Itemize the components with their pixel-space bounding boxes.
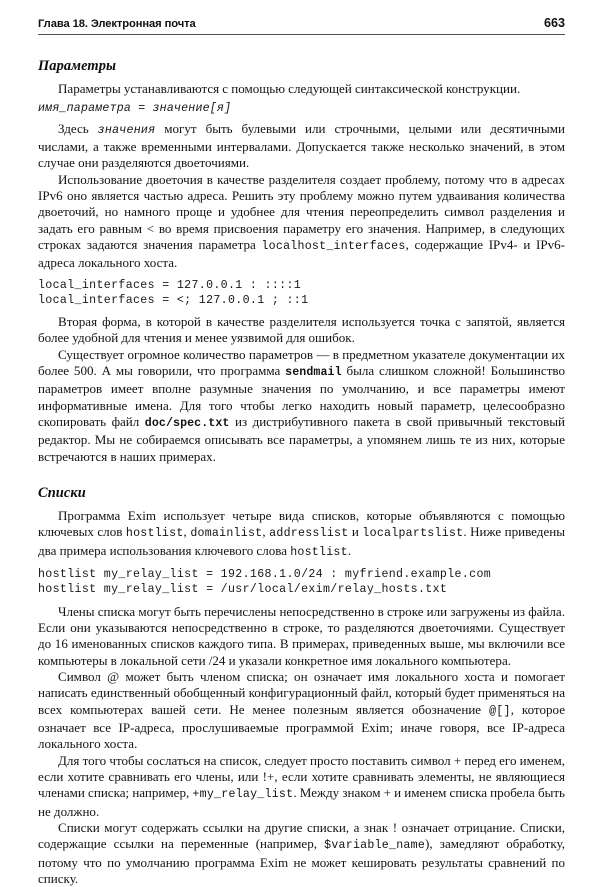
inline-code: hostlist	[290, 545, 348, 559]
body-paragraph	[38, 820, 565, 887]
code-line: имя_параметра = значение[я]	[38, 102, 232, 116]
section-heading: Параметры	[38, 58, 117, 74]
text-run: ,	[183, 524, 191, 540]
inline-code: localhost_interfaces	[261, 239, 406, 253]
inline-code: doc/spec.txt	[144, 417, 230, 431]
body-paragraph: Вторая форма, в которой в качестве разделителя используется точка с запятой, является более удобной для чтения и менее уязвимой для ошибок.	[38, 314, 565, 346]
body-paragraph: Параметры устанавливаются с помощью следующей синтаксической конструкции.	[58, 81, 521, 96]
body-paragraph	[38, 508, 565, 561]
text-run: ), замедляют обработку, потому что по умолчанию программа Exim не может кешировать результаты сравнений по списку.	[38, 836, 565, 887]
body-paragraph	[38, 121, 565, 172]
code-block	[38, 567, 565, 597]
inline-code: значения	[97, 123, 156, 137]
page-number: 663	[543, 16, 565, 30]
text-run: , содержащие IPv4- и IPv6-адреса локального хоста.	[38, 236, 566, 271]
code-line: hostlist my_relay_list = 192.168.1.0/24 : myfriend.example.com	[38, 568, 492, 582]
header-divider	[38, 34, 565, 35]
code-line: local_interfaces = <; 127.0.0.1 ; ::1	[38, 293, 309, 307]
inline-code: +my_relay_list	[192, 788, 294, 802]
inline-code: $variable_name	[324, 839, 426, 853]
text-run: была слишком сложной! Большинство параметров имеет вполне разумные значения по умолчанию, и все параметры имеют информативные имена. Для того чтобы легко находить новый параметр, целесообразно скопировать файл	[38, 363, 565, 430]
code-line: hostlist my_relay_list = /usr/local/exim/relay_hosts.txt	[38, 583, 448, 597]
inline-code: sendmail	[285, 366, 342, 380]
text-run: .	[347, 542, 352, 558]
code-block	[38, 101, 565, 116]
code-block	[38, 278, 565, 308]
inline-code: @[]	[489, 704, 511, 718]
body-paragraph	[38, 669, 565, 753]
text-run: из дистрибутивного пакета в свой привычный текстовый редактор. Мы не собираемся описывать все параметры, а упомянем лишь те из них, которые встречаются в наших примерах.	[38, 414, 565, 464]
text-run: Списки могут содержать ссылки на другие списки, а знак ! означает отрицание. Списки, содержащие ссылки на переменные (например,	[38, 820, 565, 852]
text-run: . Между знаком + и именем списка пробела быть не должно.	[38, 785, 566, 819]
text-run: Программа Exim использует четыре вида списков, которые объявляются с помощью ключевых слов	[38, 508, 565, 540]
text-run: и	[348, 524, 363, 540]
text-run: Для того чтобы сослаться на список, следует просто поставить символ + перед его именем, если хотите сравнивать его члены, или !+, если хотите сравнивать элементы, не являющиеся членами списка; например,	[38, 752, 565, 801]
inline-code: hostlist	[125, 527, 184, 541]
text-column	[38, 58, 565, 887]
text-run: , которое означает все IP-адреса, прослушиваемые программой Exim; иначе говоря, все IP-адреса локального хоста.	[38, 701, 565, 752]
chapter-title: Глава 18. Электронная почта	[38, 18, 196, 30]
running-head	[38, 16, 565, 30]
body-paragraph	[38, 347, 565, 465]
inline-code: addresslist	[269, 527, 349, 541]
code-line: local_interfaces = 127.0.0.1 : ::::1	[38, 278, 302, 292]
body-paragraph: Члены списка могут быть перечислены непосредственно в строке или загружены из файла. Если они указываются непосредственно в строке, то разделяются двоеточиями. Существует до 16 именованных списков каждого типа. В примерах, приведенных выше, мы включили все компьютеры в локальной сети /24 и указали конкретное имя локального компьютера.	[38, 603, 565, 668]
body-paragraph	[38, 753, 565, 820]
text-run: Здесь	[58, 120, 98, 136]
text-run: Использование двоеточия в качестве разделителя создает проблему, потому что в адресах IPv6 оно является частью адреса. Решить эту проблему можно путем удваивания количества двоеточий, но намного проще и удобнее для чтения переопределить символ разделения и задать его равным < во время присвоения параметру его значения. Например, в следующих строках задаются значения параметра	[38, 171, 565, 252]
text-run: могут быть булевыми или строчными, целыми или десятичными числами, а также временными интервалами. Допускается также несколько значений, в этом случае они разделяются двоеточиями.	[38, 120, 565, 171]
text-run: . Ниже приведены два примера использования ключевого слова	[38, 524, 565, 558]
inline-code: domainlist	[190, 527, 263, 541]
body-paragraph	[38, 172, 565, 272]
text-run: Существует огромное количество параметров — в предметном указателе документации их более 500. А мы говорили, что программа	[38, 346, 565, 379]
text-run: ,	[262, 524, 270, 540]
inline-code: localpartslist	[362, 527, 464, 541]
text-run: Символ @ может быть членом списка; он означает имя локального хоста и помогает написать единственный обобщенный конфигурационный файл, который будет применяться на всех компьютерах вашей сети. Не менее полезным является обозначение	[38, 668, 565, 717]
section-heading: Списки	[38, 485, 86, 502]
